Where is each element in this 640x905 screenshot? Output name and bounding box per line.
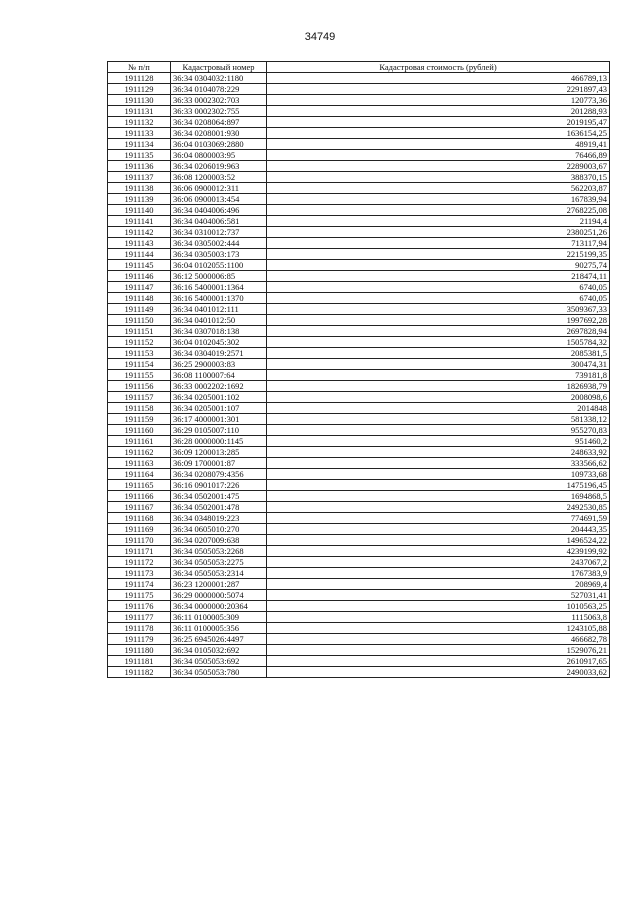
table-row (108, 205, 610, 216)
table-row (108, 304, 610, 315)
cadastral-number-cell: 36:06 0900013:454 (171, 194, 267, 205)
cadastral-value-cell: 466682,78 (267, 634, 610, 645)
table-row (108, 194, 610, 205)
row-index-cell: 1911136 (108, 161, 171, 172)
row-index-cell: 1911152 (108, 337, 171, 348)
cadastral-number-cell: 36:06 0900012:311 (171, 183, 267, 194)
cadastral-value-cell: 2380251,26 (267, 227, 610, 238)
table-row (108, 414, 610, 425)
row-index-cell: 1911162 (108, 447, 171, 458)
cadastral-number-cell: 36:34 0000000:20364 (171, 601, 267, 612)
cadastral-value-cell: 1997692,28 (267, 315, 610, 326)
cadastral-value-cell: 2008098,6 (267, 392, 610, 403)
row-index-cell: 1911130 (108, 95, 171, 106)
table-row (108, 326, 610, 337)
cadastral-value-cell: 2014848 (267, 403, 610, 414)
table-row (108, 469, 610, 480)
cadastral-number-cell: 36:34 0208001:930 (171, 128, 267, 139)
row-index-cell: 1911181 (108, 656, 171, 667)
table-row (108, 656, 610, 667)
table-row (108, 645, 610, 656)
table-row (108, 293, 610, 304)
row-index-cell: 1911141 (108, 216, 171, 227)
cadastral-number-cell: 36:09 1200013:285 (171, 447, 267, 458)
row-index-cell: 1911144 (108, 249, 171, 260)
cadastral-number-cell: 36:34 0348019:223 (171, 513, 267, 524)
cadastral-value-cell: 90275,74 (267, 260, 610, 271)
cadastral-number-cell: 36:16 5400001:1370 (171, 293, 267, 304)
table-row (108, 392, 610, 403)
cadastral-number-cell: 36:11 0100005:309 (171, 612, 267, 623)
table-row (108, 436, 610, 447)
cadastral-value-cell: 2492530,85 (267, 502, 610, 513)
cadastral-number-cell: 36:34 0208064:897 (171, 117, 267, 128)
cadastral-number-cell: 36:17 4000001:301 (171, 414, 267, 425)
row-index-cell: 1911158 (108, 403, 171, 414)
cadastral-number-cell: 36:28 0000000:1145 (171, 436, 267, 447)
table-row (108, 502, 610, 513)
row-index-cell: 1911132 (108, 117, 171, 128)
cadastral-number-cell: 36:34 0207009:638 (171, 535, 267, 546)
table-row (108, 73, 610, 84)
cadastral-value-cell: 1496524,22 (267, 535, 610, 546)
table-row (108, 491, 610, 502)
cadastral-value-cell: 2215199,35 (267, 249, 610, 260)
cadastral-value-cell: 2291897,43 (267, 84, 610, 95)
table-row (108, 139, 610, 150)
row-index-cell: 1911149 (108, 304, 171, 315)
cadastral-value-cell: 2019195,47 (267, 117, 610, 128)
table-row (108, 95, 610, 106)
cadastral-number-cell: 36:34 0404006:496 (171, 205, 267, 216)
cadastral-value-cell: 1505784,32 (267, 337, 610, 348)
cadastral-value-cell: 248633,92 (267, 447, 610, 458)
table-row (108, 260, 610, 271)
cadastral-value-cell: 1475196,45 (267, 480, 610, 491)
cadastral-number-cell: 36:34 0304032:1180 (171, 73, 267, 84)
table-row (108, 117, 610, 128)
table-row (108, 480, 610, 491)
cadastral-number-cell: 36:34 0205001:102 (171, 392, 267, 403)
cadastral-value-cell: 581338,12 (267, 414, 610, 425)
cadastral-value-cell: 333566,62 (267, 458, 610, 469)
cadastral-number-cell: 36:25 6945026:4497 (171, 634, 267, 645)
table-row (108, 238, 610, 249)
table-row (108, 84, 610, 95)
cadastral-value-cell: 2490033,62 (267, 667, 610, 678)
cadastral-value-cell: 388370,15 (267, 172, 610, 183)
row-index-cell: 1911164 (108, 469, 171, 480)
table-row (108, 590, 610, 601)
cadastral-number-cell: 36:04 0102045:302 (171, 337, 267, 348)
cadastral-number-cell: 36:34 0401012:111 (171, 304, 267, 315)
cadastral-number-cell: 36:08 1100007:64 (171, 370, 267, 381)
cadastral-value-cell: 2610917,65 (267, 656, 610, 667)
cadastral-value-cell: 6740,05 (267, 293, 610, 304)
table-row (108, 425, 610, 436)
cadastral-number-cell: 36:34 0205001:107 (171, 403, 267, 414)
cadastral-number-cell: 36:16 5400001:1364 (171, 282, 267, 293)
cadastral-value-cell: 1694868,5 (267, 491, 610, 502)
row-index-cell: 1911135 (108, 150, 171, 161)
table-row (108, 348, 610, 359)
cadastral-number-cell: 36:34 0104078:229 (171, 84, 267, 95)
table-row (108, 227, 610, 238)
table-row (108, 557, 610, 568)
table-row (108, 535, 610, 546)
cadastral-number-cell: 36:34 0401012:50 (171, 315, 267, 326)
cadastral-value-cell: 527031,41 (267, 590, 610, 601)
cadastral-number-cell: 36:34 0307018:138 (171, 326, 267, 337)
row-index-cell: 1911163 (108, 458, 171, 469)
cadastral-number-cell: 36:34 0605010:270 (171, 524, 267, 535)
table-row (108, 524, 610, 535)
row-index-cell: 1911155 (108, 370, 171, 381)
cadastral-number-cell: 36:16 0901017:226 (171, 480, 267, 491)
table-row (108, 579, 610, 590)
row-index-cell: 1911166 (108, 491, 171, 502)
table-row (108, 612, 610, 623)
row-index-cell: 1911131 (108, 106, 171, 117)
table-row (108, 282, 610, 293)
row-index-cell: 1911170 (108, 535, 171, 546)
cadastral-number-cell: 36:34 0404006:581 (171, 216, 267, 227)
cadastral-number-cell: 36:12 5000006:85 (171, 271, 267, 282)
cadastral-value-cell: 48919,41 (267, 139, 610, 150)
cadastral-number-cell: 36:34 0502001:478 (171, 502, 267, 513)
row-index-cell: 1911172 (108, 557, 171, 568)
header-cadastral-value: Кадастровая стоимость (рублей) (267, 62, 610, 73)
cadastral-value-cell: 2768225,08 (267, 205, 610, 216)
row-index-cell: 1911145 (108, 260, 171, 271)
row-index-cell: 1911150 (108, 315, 171, 326)
cadastral-value-cell: 1243105,88 (267, 623, 610, 634)
cadastral-number-cell: 36:04 0103069:2880 (171, 139, 267, 150)
row-index-cell: 1911180 (108, 645, 171, 656)
cadastral-value-cell: 774691,59 (267, 513, 610, 524)
cadastral-number-cell: 36:34 0206019:963 (171, 161, 267, 172)
row-index-cell: 1911137 (108, 172, 171, 183)
table-row (108, 216, 610, 227)
row-index-cell: 1911139 (108, 194, 171, 205)
cadastral-value-cell: 1636154,25 (267, 128, 610, 139)
table-row (108, 359, 610, 370)
cadastral-value-cell: 951460,2 (267, 436, 610, 447)
table-row (108, 601, 610, 612)
cadastral-value-cell: 1115063,8 (267, 612, 610, 623)
cadastral-number-cell: 36:34 0310012:737 (171, 227, 267, 238)
cadastral-number-cell: 36:34 0305003:173 (171, 249, 267, 260)
row-index-cell: 1911165 (108, 480, 171, 491)
row-index-cell: 1911133 (108, 128, 171, 139)
row-index-cell: 1911179 (108, 634, 171, 645)
header-index: № п/п (108, 62, 171, 73)
table-row (108, 634, 610, 645)
cadastral-value-cell: 21194,4 (267, 216, 610, 227)
cadastral-number-cell: 36:09 1700001:87 (171, 458, 267, 469)
table-row (108, 249, 610, 260)
row-index-cell: 1911160 (108, 425, 171, 436)
cadastral-number-cell: 36:33 0002302:703 (171, 95, 267, 106)
row-index-cell: 1911153 (108, 348, 171, 359)
row-index-cell: 1911171 (108, 546, 171, 557)
table-row (108, 128, 610, 139)
row-index-cell: 1911157 (108, 392, 171, 403)
cadastral-number-cell: 36:08 1200003:52 (171, 172, 267, 183)
cadastral-value-cell: 1826938,79 (267, 381, 610, 392)
table-row (108, 370, 610, 381)
table-row (108, 315, 610, 326)
cadastral-value-cell: 1767383,9 (267, 568, 610, 579)
row-index-cell: 1911128 (108, 73, 171, 84)
row-index-cell: 1911176 (108, 601, 171, 612)
cadastral-number-cell: 36:04 0800003:95 (171, 150, 267, 161)
row-index-cell: 1911146 (108, 271, 171, 282)
cadastral-value-cell: 713117,94 (267, 238, 610, 249)
cadastral-value-cell: 1010563,25 (267, 601, 610, 612)
row-index-cell: 1911156 (108, 381, 171, 392)
cadastral-value-cell: 167839,94 (267, 194, 610, 205)
table-row (108, 106, 610, 117)
cadastral-value-cell: 4239199,92 (267, 546, 610, 557)
cadastral-value-cell: 208969,4 (267, 579, 610, 590)
table-row (108, 667, 610, 678)
row-index-cell: 1911173 (108, 568, 171, 579)
cadastral-number-cell: 36:29 0000000:5074 (171, 590, 267, 601)
table-header-row (108, 62, 610, 73)
cadastral-number-cell: 36:33 0002302:755 (171, 106, 267, 117)
table-row (108, 403, 610, 414)
cadastral-number-cell: 36:34 0304019:2571 (171, 348, 267, 359)
table-row (108, 271, 610, 282)
cadastral-number-cell: 36:34 0505053:2268 (171, 546, 267, 557)
cadastral-number-cell: 36:34 0105032:692 (171, 645, 267, 656)
row-index-cell: 1911161 (108, 436, 171, 447)
cadastral-value-cell: 2289003,67 (267, 161, 610, 172)
table-row (108, 337, 610, 348)
table-row (108, 458, 610, 469)
row-index-cell: 1911169 (108, 524, 171, 535)
cadastral-number-cell: 36:34 0502001:475 (171, 491, 267, 502)
cadastral-number-cell: 36:34 0208079:4356 (171, 469, 267, 480)
table-row (108, 546, 610, 557)
table-row (108, 447, 610, 458)
cadastral-number-cell: 36:04 0102055:1100 (171, 260, 267, 271)
cadastral-number-cell: 36:29 0105007:110 (171, 425, 267, 436)
cadastral-number-cell: 36:25 2900003:83 (171, 359, 267, 370)
table-row (108, 623, 610, 634)
cadastral-number-cell: 36:34 0305002:444 (171, 238, 267, 249)
row-index-cell: 1911147 (108, 282, 171, 293)
cadastral-value-cell: 739181,8 (267, 370, 610, 381)
cadastral-value-cell: 2085381,5 (267, 348, 610, 359)
cadastral-value-cell: 76466,89 (267, 150, 610, 161)
page-number: 34749 (304, 31, 336, 43)
cadastral-value-cell: 955270,83 (267, 425, 610, 436)
cadastral-number-cell: 36:11 0100005:356 (171, 623, 267, 634)
row-index-cell: 1911167 (108, 502, 171, 513)
cadastral-table (107, 61, 610, 678)
header-cadastral-number: Кадастровый номер (171, 62, 267, 73)
row-index-cell: 1911142 (108, 227, 171, 238)
row-index-cell: 1911148 (108, 293, 171, 304)
table-row (108, 381, 610, 392)
table-row (108, 161, 610, 172)
row-index-cell: 1911143 (108, 238, 171, 249)
cadastral-value-cell: 300474,31 (267, 359, 610, 370)
table-row (108, 150, 610, 161)
cadastral-number-cell: 36:34 0505053:2314 (171, 568, 267, 579)
cadastral-value-cell: 1529076,21 (267, 645, 610, 656)
row-index-cell: 1911129 (108, 84, 171, 95)
cadastral-value-cell: 120773,36 (267, 95, 610, 106)
cadastral-value-cell: 201288,93 (267, 106, 610, 117)
table-row (108, 183, 610, 194)
row-index-cell: 1911175 (108, 590, 171, 601)
row-index-cell: 1911151 (108, 326, 171, 337)
table-row (108, 568, 610, 579)
cadastral-value-cell: 204443,35 (267, 524, 610, 535)
cadastral-number-cell: 36:34 0505053:780 (171, 667, 267, 678)
row-index-cell: 1911174 (108, 579, 171, 590)
cadastral-value-cell: 109733,68 (267, 469, 610, 480)
cadastral-value-cell: 218474,11 (267, 271, 610, 282)
table-body (108, 73, 610, 678)
row-index-cell: 1911159 (108, 414, 171, 425)
cadastral-number-cell: 36:23 1200001:287 (171, 579, 267, 590)
row-index-cell: 1911140 (108, 205, 171, 216)
row-index-cell: 1911134 (108, 139, 171, 150)
row-index-cell: 1911178 (108, 623, 171, 634)
row-index-cell: 1911138 (108, 183, 171, 194)
row-index-cell: 1911177 (108, 612, 171, 623)
row-index-cell: 1911154 (108, 359, 171, 370)
cadastral-value-cell: 2437067,2 (267, 557, 610, 568)
cadastral-value-cell: 562203,87 (267, 183, 610, 194)
cadastral-number-cell: 36:33 0002202:1692 (171, 381, 267, 392)
cadastral-value-cell: 3509367,33 (267, 304, 610, 315)
cadastral-value-cell: 466789,13 (267, 73, 610, 84)
cadastral-number-cell: 36:34 0505053:2275 (171, 557, 267, 568)
table-row (108, 172, 610, 183)
cadastral-value-cell: 2697828,94 (267, 326, 610, 337)
table-row (108, 513, 610, 524)
row-index-cell: 1911168 (108, 513, 171, 524)
row-index-cell: 1911182 (108, 667, 171, 678)
cadastral-value-cell: 6740,05 (267, 282, 610, 293)
cadastral-number-cell: 36:34 0505053:692 (171, 656, 267, 667)
